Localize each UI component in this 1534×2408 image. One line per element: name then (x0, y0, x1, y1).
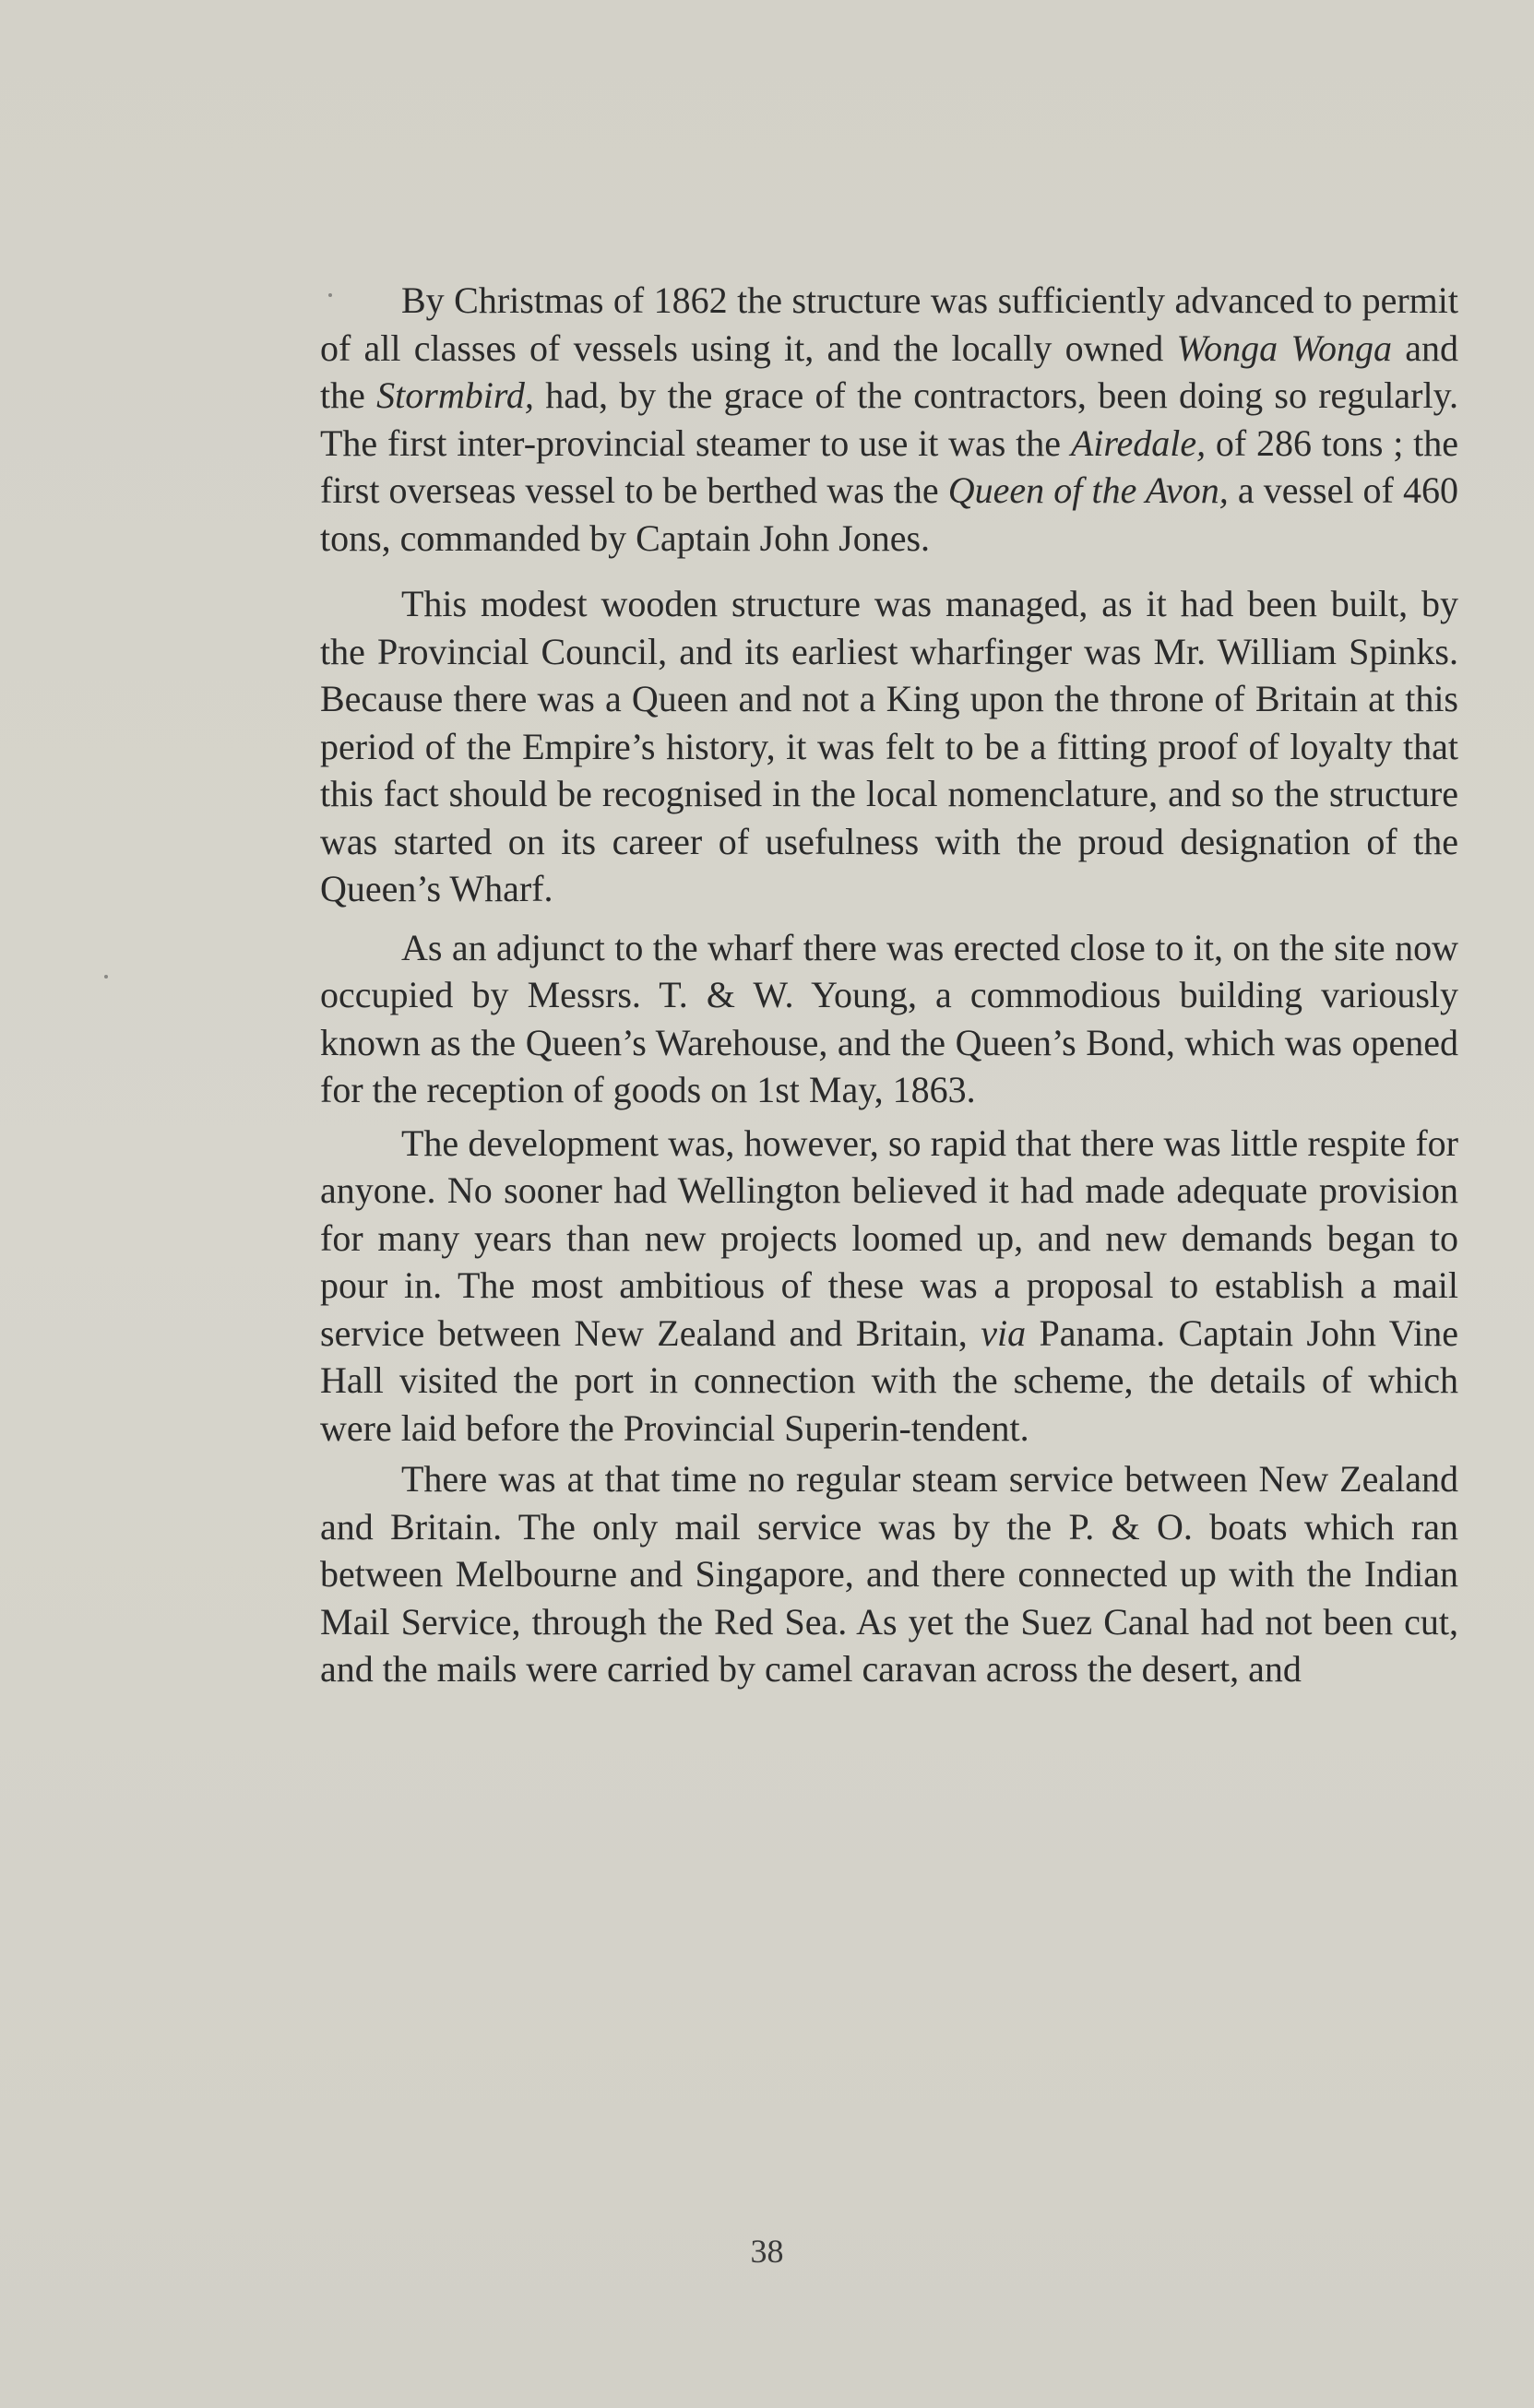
paragraph (320, 580, 1458, 913)
text-segment: As an adjunct to the wharf there was erected close to it, on the site now occupied by Messrs. T. & W. Young, a commodious building variously known as the Queen’s Warehouse, and the Queen’s Bond, which was opened for the reception of goods on 1st May, 1863. (320, 926, 1458, 1110)
italic-text-segment: Queen of the Avon, (947, 469, 1229, 511)
italic-text-segment: Stormbird, (376, 374, 534, 416)
text-segment: By Christmas of 1862 the structure was sufficiently advanced to permit of all classes of vessels using it, and the locally owned (320, 279, 1458, 369)
text-segment: Panama. Captain John Vine Hall visited the port in connection with the scheme, the details of which were laid before the Provincial Superin-tendent. (320, 1311, 1458, 1449)
page-number: 38 (750, 2233, 784, 2270)
italic-text-segment: via (981, 1311, 1027, 1354)
italic-text-segment: Wonga Wonga (1176, 326, 1393, 369)
text-segment: of 286 tons ; the first overseas vessel to be berthed was the (320, 421, 1459, 511)
body-text (320, 277, 1458, 1693)
paper-speck (104, 975, 108, 979)
text-segment: and the (320, 326, 1459, 416)
italic-text-segment: Airedale, (1070, 421, 1207, 464)
paragraph (320, 277, 1458, 562)
text-segment: had, by the grace of the contractors, been doing so regularly. The first inter-provincial steamer to use it was the (320, 374, 1458, 464)
text-segment: The development was, however, so rapid that there was little respite for anyone. No sooner had Wellington believed it had made adequate provision for many years than new projects loomed up, and new demands began to pour in. The most ambitious of these was a proposal to establish a mail service between New Zealand and Britain, (320, 1121, 1458, 1354)
paragraph (320, 1120, 1458, 1453)
paragraph (320, 924, 1458, 1114)
paragraph (320, 1455, 1458, 1693)
text-segment: This modest wooden structure was managed, as it had been built, by the Provincial Council, and its earliest wharfinger was Mr. William Spinks. Because there was a Queen and not a King upon the throne of Britain at this period of the Empire’s history, it was felt to be a fitting proof of loyalty that this fact should be recognised in the local nomenclature, and so the structure was started on its career of usefulness with the proud designation of the Queen’s Wharf. (320, 583, 1458, 909)
text-segment: a vessel of 460 tons, commanded by Captain John Jones. (320, 469, 1458, 559)
text-segment: There was at that time no regular steam service between New Zealand and Britain. The only mail service was by the P. & O. boats which ran between Melbourne and Singapore, and there connected up with the Indian Mail Service, through the Red Sea. As yet the Suez Canal had not been cut, and the mails were carried by camel caravan across the desert, and (320, 1458, 1458, 1690)
